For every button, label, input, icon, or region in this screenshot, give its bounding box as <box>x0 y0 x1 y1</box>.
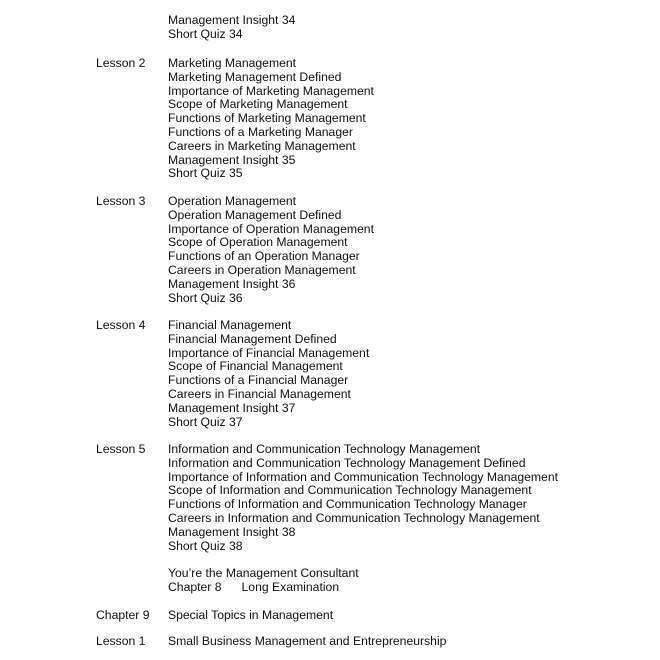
toc-item: Functions of Information and Communication Technology Manager <box>168 497 527 512</box>
toc-items <box>168 609 333 623</box>
lesson-label: Lesson 2 <box>96 56 146 70</box>
lesson-label: Lesson 3 <box>96 194 146 208</box>
lesson-title: Information and Communication Technology Management <box>168 442 481 456</box>
chapter-8-line <box>168 581 359 595</box>
toc-item: Short Quiz 34 <box>168 26 243 41</box>
toc-item: Scope of Operation Management <box>168 235 348 250</box>
toc-item: Careers in Information and Communication Technology Management <box>168 510 540 525</box>
toc-items <box>168 14 295 42</box>
lesson-title: Small Business Management and Entrepreneurship <box>168 634 447 648</box>
toc-item: Management Insight 38 <box>168 524 296 539</box>
toc-item: Short Quiz 38 <box>168 538 243 553</box>
toc-item: Short Quiz 37 <box>168 414 243 429</box>
toc-item: Functions of Marketing Management <box>168 111 366 126</box>
lesson-label: Lesson 1 <box>96 634 146 648</box>
chapter-label: Chapter 9 <box>96 608 150 622</box>
chapter-title: Long Examination <box>241 579 340 594</box>
toc-item: Management Insight 34 <box>168 13 296 27</box>
toc-item: Careers in Marketing Management <box>168 138 356 153</box>
toc-item: Short Quiz 36 <box>168 290 243 305</box>
toc-item: Scope of Information and Communication Technology Management <box>168 483 532 498</box>
toc-item: Operation Management Defined <box>168 207 342 222</box>
chapter-title: Special Topics in Management <box>168 608 334 622</box>
lesson-title: Marketing Management <box>168 56 297 70</box>
chapter-label: Chapter 8 <box>168 579 222 594</box>
toc-items <box>168 567 359 595</box>
toc-item: Management Insight 35 <box>168 152 296 167</box>
toc-item: Importance of Information and Communication Technology Management <box>168 469 558 484</box>
toc-item: Importance of Marketing Management <box>168 83 374 98</box>
toc-item: Scope of Marketing Management <box>168 97 348 112</box>
toc-item: Careers in Financial Management <box>168 386 351 401</box>
toc-item: Marketing Management Defined <box>168 69 342 84</box>
toc-item: Functions of a Marketing Manager <box>168 124 353 139</box>
toc-item: Functions of an Operation Manager <box>168 249 360 264</box>
toc-item: Information and Communication Technology Management Defined <box>168 455 526 470</box>
toc-item: Financial Management Defined <box>168 331 337 346</box>
lesson-title: Financial Management <box>168 318 292 332</box>
toc-item: Importance of Financial Management <box>168 345 370 360</box>
consultant-title: You’re the Management Consultant <box>168 566 359 580</box>
toc-item: Importance of Operation Management <box>168 221 374 236</box>
toc-item: Short Quiz 35 <box>168 166 243 181</box>
toc-item: Scope of Financial Management <box>168 359 343 374</box>
toc-items <box>168 319 369 429</box>
toc-items <box>168 195 374 305</box>
lesson-label: Lesson 4 <box>96 318 146 332</box>
toc-item: Management Insight 36 <box>168 276 296 291</box>
lesson-label: Lesson 5 <box>96 442 146 456</box>
toc-items <box>168 443 558 553</box>
toc-items <box>168 57 374 181</box>
toc-items <box>168 635 446 649</box>
toc-item: Management Insight 37 <box>168 400 296 415</box>
toc-item: Functions of a Financial Manager <box>168 373 349 388</box>
lesson-title: Operation Management <box>168 194 297 208</box>
toc-item: Careers in Operation Management <box>168 262 356 277</box>
